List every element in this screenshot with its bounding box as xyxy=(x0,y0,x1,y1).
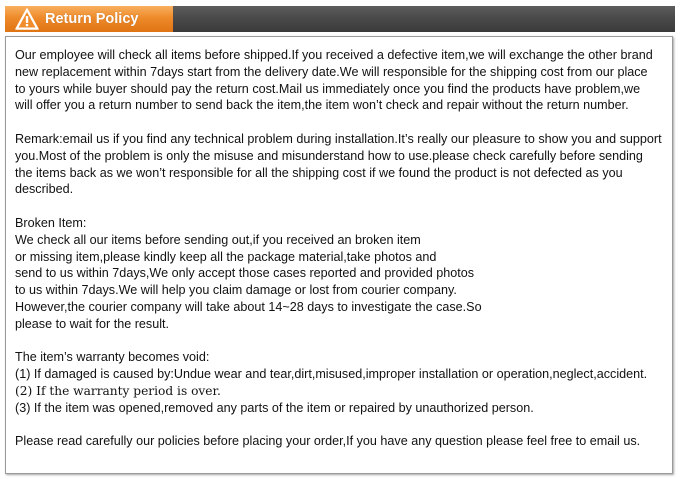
section-heading: The item’s warranty becomes void: xyxy=(15,350,210,365)
text-line: Remark:email us if you find any technical problem during installation.It’s really our pleasure to show you and support xyxy=(15,131,662,146)
policy-content-box xyxy=(5,36,673,474)
text-line: new replacement within 7days start from the delivery date.We will responsible for the shipping cost from our place xyxy=(15,64,648,79)
text-line: you.Most of the problem is only the misuse and misunderstand how to use.please check carefully before sending xyxy=(15,148,643,163)
text-line: will offer you a return number to send back the item,the item won’t check and repair without the return number. xyxy=(15,98,629,113)
warranty-item: (2) If the warranty period is over. xyxy=(15,383,221,398)
text-line: to us within 7days.We will help you claim damage or lost from courier company. xyxy=(15,283,457,298)
text-line: to yours while buyer should pay the return cost.Mail us immediately once you find the products have problem,we xyxy=(15,81,641,96)
text-line: send to us within 7days,We only accept those cases reported and provided photos xyxy=(15,266,475,281)
text-line: or missing item,please kindly keep all the package material,take photos and xyxy=(15,249,437,264)
intro-paragraph xyxy=(15,47,665,114)
page-title: Return Policy xyxy=(45,11,139,27)
text-line: described. xyxy=(15,182,74,197)
text-line: Please read carefully our policies before placing your order,If you have any question please feel free to email us. xyxy=(15,434,641,449)
section-heading: Broken Item: xyxy=(15,215,87,230)
warranty-paragraph xyxy=(15,349,665,416)
closing-paragraph xyxy=(15,433,665,450)
remark-paragraph xyxy=(15,131,665,198)
text-line: However,the courier company will take about 14~28 days to investigate the case.So xyxy=(15,299,482,314)
text-line: Our employee will check all items before shipped.If you received a defective item,we will exchange the other brand xyxy=(15,48,653,62)
warranty-item: (1) If damaged is caused by:Undue wear and tear,dirt,misused,improper installation or operation,neglect,accident. xyxy=(15,367,648,382)
policy-text xyxy=(15,47,665,450)
header-tab xyxy=(5,6,173,32)
text-line: We check all our items before sending out,if you received an broken item xyxy=(15,232,421,247)
text-line: the items back as we won’t responsible for all the shipping cost if we found the product is not defected as you xyxy=(15,165,623,180)
warning-triangle-icon xyxy=(15,8,39,30)
text-line: please to wait for the result. xyxy=(15,316,170,331)
warranty-item: (3) If the item was opened,removed any parts of the item or repaired by unauthorized person. xyxy=(15,400,534,415)
broken-item-paragraph xyxy=(15,215,665,333)
